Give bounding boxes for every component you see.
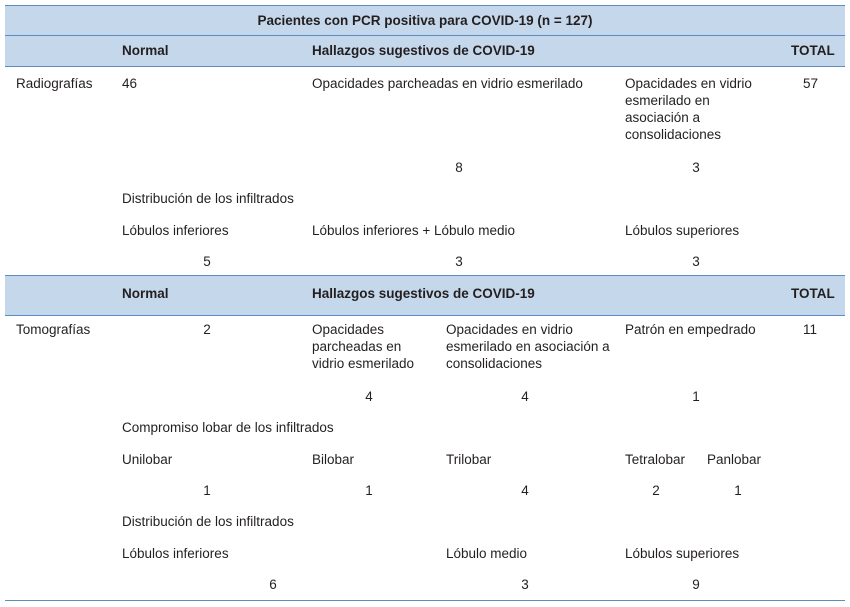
header-hallazgos: Hallazgos sugestivos de COVID-19: [312, 43, 535, 58]
tomografias-dist-1-count: 6: [269, 577, 277, 592]
row-label-tomografias: Tomografías: [16, 322, 91, 337]
tomografias-hallazgo-1-label: Opacidades parcheadas en vidrio esmerilado: [312, 322, 415, 371]
radiografias-hallazgo-2-label: Opacidades en vidrio esmerilado en asociación a consolidaciones: [625, 76, 752, 142]
compromiso-2-label: Bilobar: [312, 452, 355, 467]
tomografias-normal-count: 2: [203, 322, 211, 337]
compromiso-4-count: 2: [652, 483, 660, 498]
tomografias-dist-2-label: Lóbulo medio: [446, 546, 528, 561]
header-rule-2-bottom: [5, 315, 845, 316]
covid-findings-table: [5, 5, 845, 602]
tomografias-dist-2-count: 3: [521, 577, 529, 592]
tomografias-hallazgo-2-label: Opacidades en vidrio esmerilado en asociación a consolidaciones: [446, 322, 610, 371]
tomografias-compromiso-title: Compromiso lobar de los infiltrados: [122, 420, 334, 435]
radiografias-dist-3-count: 3: [692, 254, 700, 269]
tomografias-dist-3-label: Lóbulos superiores: [625, 546, 740, 561]
compromiso-4-label: Tetralobar: [625, 452, 686, 467]
radiografias-dist-2-count: 3: [455, 254, 463, 269]
radiografias-normal-count: 46: [122, 76, 138, 91]
radiografias-dist-3-label: Lóbulos superiores: [625, 223, 740, 238]
radiografias-hallazgo-1-label: Opacidades parcheadas en vidrio esmerilado: [312, 76, 583, 91]
header-hallazgos-2: Hallazgos sugestivos de COVID-19: [312, 286, 535, 301]
tomografias-hallazgo-1-count: 4: [365, 389, 373, 404]
radiografias-dist-1-label: Lóbulos inferiores: [122, 223, 229, 238]
tomografias-dist-3-count: 9: [692, 577, 700, 592]
tomografias-hallazgo-3-count: 1: [692, 389, 700, 404]
tomografias-hallazgo-2-count: 4: [521, 389, 529, 404]
compromiso-5-label: Panlobar: [707, 452, 762, 467]
header-total: TOTAL: [791, 43, 835, 58]
header-rule-1: [5, 66, 845, 67]
tomografias-total: 11: [803, 322, 818, 337]
radiografias-dist-2-label: Lóbulos inferiores + Lóbulo medio: [312, 223, 516, 238]
header-total-2: TOTAL: [791, 286, 835, 301]
compromiso-1-count: 1: [203, 483, 211, 498]
radiografias-total: 57: [803, 76, 819, 91]
header-normal-2: Normal: [122, 286, 169, 301]
radiografias-distribucion-title: Distribución de los infiltrados: [122, 191, 294, 206]
compromiso-3-count: 4: [521, 483, 529, 498]
compromiso-3-label: Trilobar: [446, 452, 492, 467]
bottom-rule: [5, 600, 845, 601]
compromiso-1-label: Unilobar: [122, 452, 173, 467]
tomografias-distribucion-title: Distribución de los infiltrados: [122, 514, 294, 529]
radiografias-hallazgo-2-count: 3: [692, 160, 700, 175]
row-label-radiografias: Radiografías: [16, 76, 93, 91]
radiografias-hallazgo-1-count: 8: [455, 160, 463, 175]
compromiso-5-count: 1: [734, 483, 742, 498]
tomografias-dist-1-label: Lóbulos inferiores: [122, 546, 229, 561]
header-normal: Normal: [122, 43, 169, 58]
table-title: Pacientes con PCR positiva para COVID-19 (n = 127): [257, 13, 593, 28]
radiografias-dist-1-count: 5: [203, 254, 211, 269]
compromiso-2-count: 1: [365, 483, 373, 498]
tomografias-hallazgo-3-label: Patrón en empedrado: [625, 322, 756, 337]
